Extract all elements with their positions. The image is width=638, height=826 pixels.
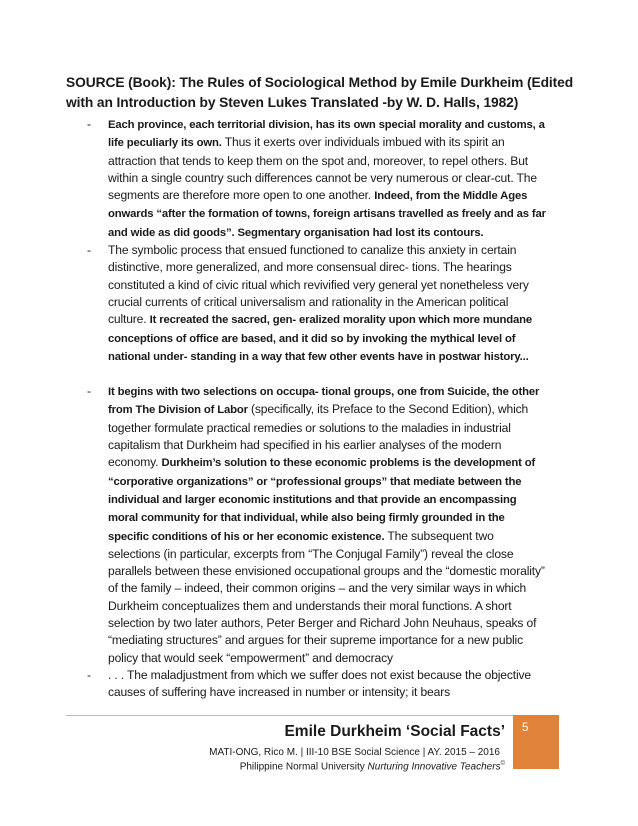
- body-text: . . . The maladjustment from which we suffer does not exist because the objective causes of suffering have increased in number or intensity; it bears: [108, 667, 532, 700]
- body-text: The subsequent two selections (in particular, excerpts from “The Conjugal Family”) reveal the close parallels between these envisioned occupational groups and the “domestic morality” of the family – indeed, their common origins – and the very similar ways in which Durkheim conceptualizes them and understands their moral functions. A short selection by two later authors, Peter Berger and Richard John Neuhaus, speaks of “mediating structures” and argues for their supreme importance for a new public policy that would seek “empowerment” and democracy: [108, 528, 545, 665]
- body-text: (specifically, its Preface to the Second Edition), which together formulate practical remedies or solutions to the maladies in industrial capitalism that Durkheim had specified in his earlier analyses of the modern economy.: [108, 402, 529, 470]
- copyright-mark: ©: [500, 761, 505, 767]
- bullet-dash: -: [87, 384, 91, 399]
- body-text: Thus it exerts over individuals imbued with its spirit an attraction that tends to keep them on the spot and, moreover, to repel others. But within a single country such differences cannot be very numerous or clear-cut. The segments are therefore more open to one another.: [108, 135, 537, 203]
- list-item: [87, 383, 547, 667]
- excerpt-list: [87, 116, 547, 702]
- bullet-dash: -: [87, 243, 91, 258]
- footer-author-line: MATI-ONG, Rico M. | III-10 BSE Social Science | AY. 2015 – 2016: [209, 747, 500, 758]
- source-heading: SOURCE (Book): The Rules of Sociological Method by Emile Durkheim (Edited with an Introduction by Steven Lukes Translated -by W. D. Halls, 1982): [66, 75, 574, 110]
- body-text: The symbolic process that ensued functioned to canalize this anxiety in certain distinctive, more generalized, and more consensual direc- tions. The hearings constituted a kind of civic ritual which revivified very general yet nonetheless very crucial currents of critical universalism and rationality in the American political culture.: [108, 243, 529, 327]
- page-number: 5: [522, 722, 529, 734]
- emphasis-text: It recreated the sacred, gen- eralized morality upon which more mundane conceptions of office are based, and it did so by invoking the mythical level of national under- standing in a way that few other events have in postwar history...: [108, 314, 533, 363]
- bullet-dash: -: [87, 117, 91, 131]
- footer-divider: [66, 715, 513, 716]
- emphasis-text: Indeed, from the Middle Ages onwards “after the formation of towns, foreign artisans travelled as freely and as far and wide as did goods”. Segmentary organisation had lost its contours.: [108, 190, 546, 239]
- page-number-box: [513, 715, 559, 769]
- emphasis-text: It begins with two selections on occupa- tional groups, one from Suicide, the other from The Division of Labor: [108, 386, 540, 417]
- list-item: [87, 242, 547, 366]
- emphasis-text: Durkheim’s solution to these economic problems is the development of “corporative organizations” or “professional groups” that mediate between the individual and larger economic institutions and that provide an encompassing moral community for that individual, while also being firmly grounded in the specific conditions of his or her economic existence.: [108, 457, 536, 543]
- footer-institution-line: [240, 761, 505, 772]
- list-item: [87, 116, 547, 242]
- footer-title: Emile Durkheim ‘Social Facts’: [284, 723, 505, 740]
- footer-tagline: Nurturing Innovative Teachers: [367, 761, 501, 773]
- footer-university: Philippine Normal University: [239, 761, 365, 773]
- emphasis-text: Each province, each territorial division, has its own special morality and customs, a life peculiarly its own.: [108, 119, 545, 150]
- bullet-dash: -: [87, 667, 91, 682]
- list-item: [87, 667, 547, 702]
